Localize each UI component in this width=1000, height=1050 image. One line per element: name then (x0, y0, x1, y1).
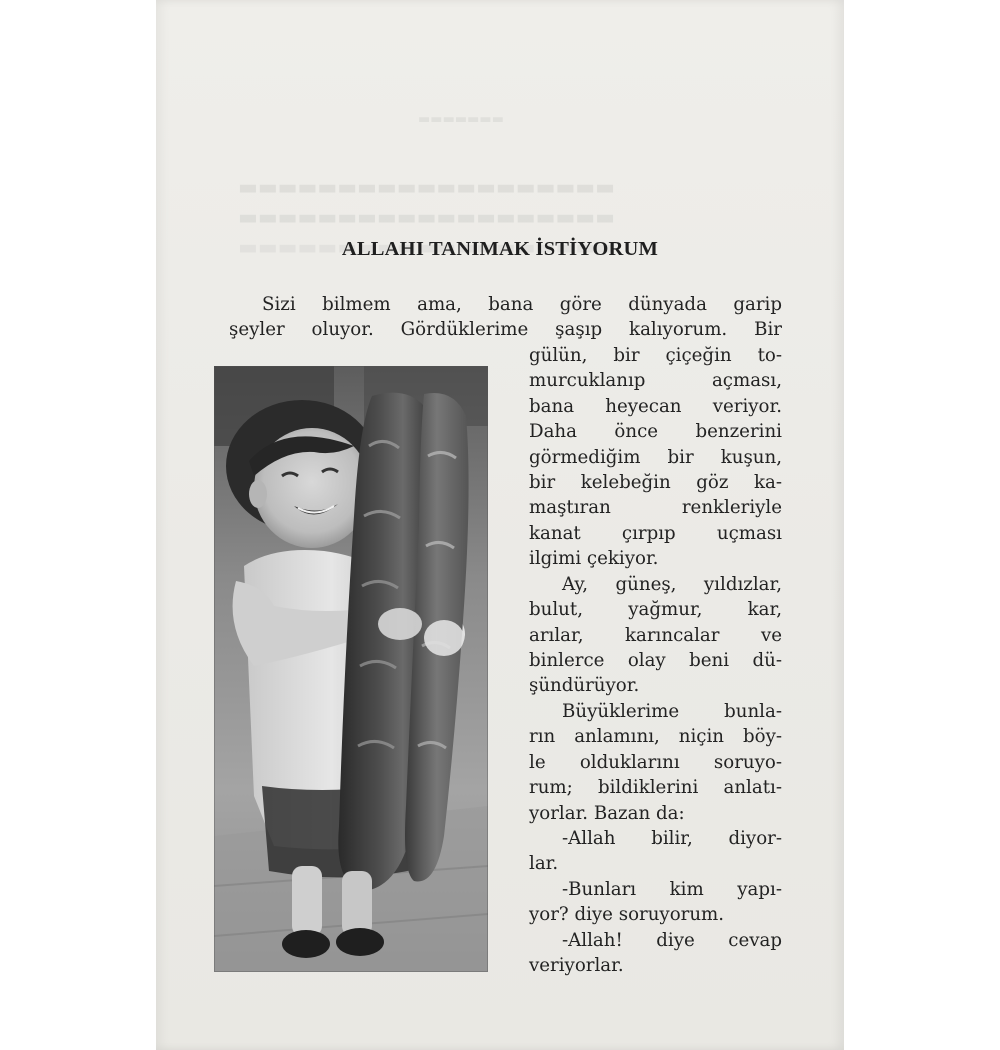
text-line: veriyorlar. (529, 955, 624, 976)
text-line: Ay, güneş, yıldızlar, (562, 574, 782, 595)
bleed-through-text: ▬▬▬▬▬▬▬▬▬▬▬▬▬▬▬▬▬▬▬ (238, 205, 615, 229)
text-line: bulut, yağmur, kar, (529, 599, 782, 620)
text-line: -Allah bilir, diyor- (562, 828, 782, 849)
text-line: şündürüyor. (529, 675, 640, 696)
text-line: binlerce olay beni dü- (529, 650, 782, 671)
text-line: görmediğim bir kuşun, (529, 447, 782, 468)
book-page (156, 0, 844, 1050)
text-line: -Allah! diye cevap (562, 930, 782, 951)
text-line: arılar, karıncalar ve (529, 625, 782, 646)
page-title: ALLAHI TANIMAK İSTİYORUM (341, 238, 659, 260)
text-line: rın anlamını, niçin böy- (529, 726, 782, 747)
text-line: bana heyecan veriyor. (529, 396, 782, 417)
text-line: Daha önce benzerini (529, 421, 782, 442)
text-line: le olduklarını soruyo- (529, 752, 782, 773)
child-holding-bread-photo (214, 366, 488, 972)
bleed-through-text: ▬▬▬▬▬▬▬▬▬▬▬▬▬▬▬▬▬▬▬ (238, 175, 615, 199)
bleed-through-text: ▬▬▬▬▬▬▬ (418, 112, 504, 127)
text-line: kanat çırpıp uçması (529, 523, 782, 544)
text-line: -Bunları kim yapı- (562, 879, 782, 900)
text-line: murcuklanıp açması, (529, 370, 782, 391)
text-line: Sizi bilmem ama, bana göre dünyada garip (262, 294, 782, 315)
text-line: yorlar. Bazan da: (529, 803, 685, 824)
text-line: gülün, bir çiçeğin to- (529, 345, 782, 366)
text-line: yor? diye soruyorum. (529, 904, 725, 925)
text-line: ilgimi çekiyor. (529, 548, 659, 569)
text-line: bir kelebeğin göz ka- (529, 472, 782, 493)
text-line: maştıran renkleriyle (529, 497, 782, 518)
text-line: lar. (529, 853, 559, 874)
text-line: Büyüklerime bunla- (562, 701, 782, 722)
text-line: rum; bildiklerini anlatı- (529, 777, 782, 798)
text-line: şeyler oluyor. Gördüklerime şaşıp kalıyorum. Bir (229, 319, 782, 340)
